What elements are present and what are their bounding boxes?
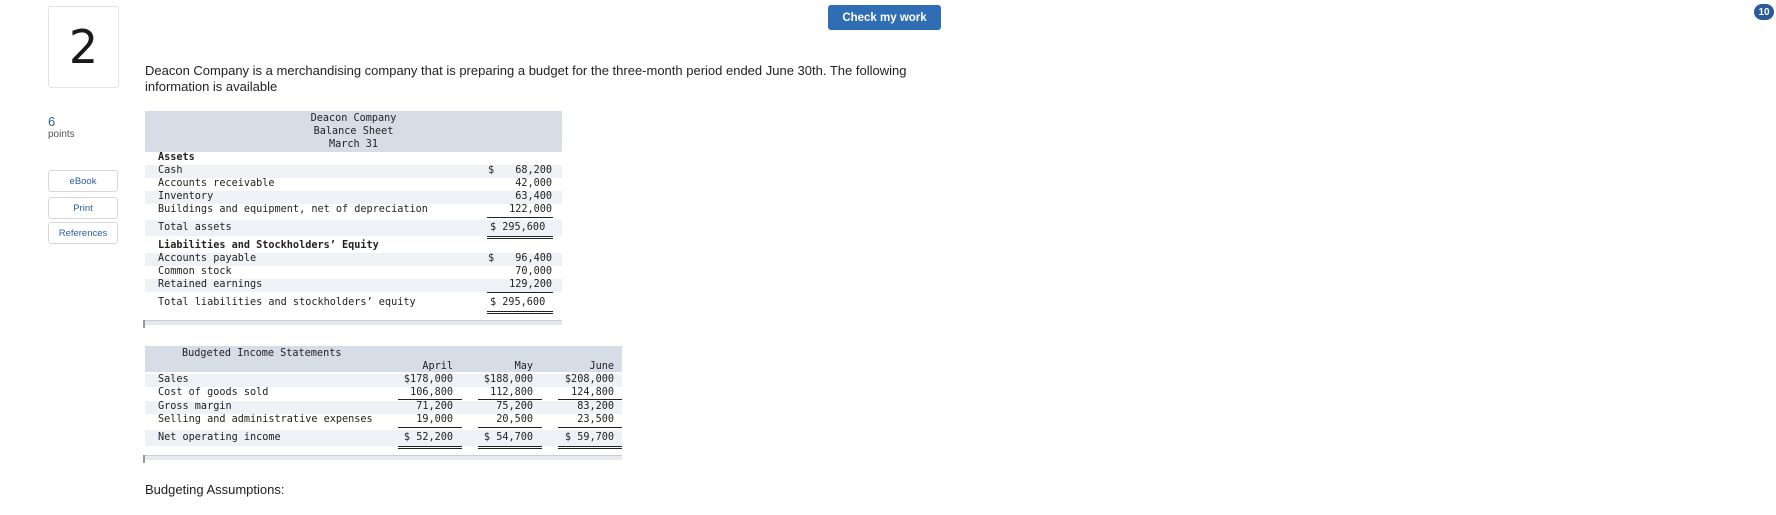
row-label: Gross margin: [158, 401, 232, 412]
subtotal-rule: [558, 399, 622, 400]
total-rule-bottom: [398, 448, 462, 449]
balance-row: [145, 204, 562, 217]
check-my-work-button[interactable]: [828, 5, 1770, 30]
june-value: 124,800: [571, 387, 614, 398]
total-assets-label: Total assets: [158, 222, 232, 233]
dollar-sign: $: [488, 165, 495, 176]
check-attempts-badge: 10: [1752, 2, 1776, 22]
ebook-button-label: eBook: [69, 175, 97, 187]
income-statements-scroll-edge: [143, 455, 145, 463]
total-rule-top: [398, 446, 462, 447]
balance-row: [145, 279, 562, 292]
total-rule-top: [487, 236, 553, 237]
june-value: $208,000: [564, 374, 614, 385]
balance-row: [145, 178, 562, 191]
assets-heading: Assets: [158, 152, 195, 163]
total-rule-bottom: [558, 448, 622, 449]
subtotal-rule: [487, 217, 553, 218]
row-label: Sales: [158, 374, 189, 385]
column-header-june: June: [589, 361, 614, 372]
balance-sheet-company: Deacon Company: [310, 113, 397, 124]
row-label: Retained earnings: [158, 279, 263, 290]
total-assets-amount: $ 295,600: [490, 222, 546, 233]
row-amount: 96,400: [515, 253, 552, 264]
question-number-box: [48, 6, 119, 88]
references-button[interactable]: [48, 222, 118, 244]
may-value: 75,200: [496, 401, 533, 412]
balance-row: [145, 266, 562, 279]
row-label: Common stock: [158, 266, 232, 277]
row-amount: 70,000: [515, 266, 552, 277]
balance-row: [145, 253, 562, 266]
total-rule-top: [558, 446, 622, 447]
april-value: 19,000: [416, 414, 453, 425]
income-columns-row: [145, 361, 622, 374]
income-row: [145, 374, 622, 387]
row-label: Buildings and equipment, net of depreciation: [158, 204, 428, 215]
question-number: 2: [68, 20, 99, 74]
row-label: Inventory: [158, 191, 214, 202]
row-amount: 63,400: [515, 191, 552, 202]
budgeting-assumptions-heading: Budgeting Assumptions:: [145, 482, 285, 497]
row-label: Selling and administrative expenses: [158, 414, 373, 425]
april-value: 106,800: [410, 387, 453, 398]
income-row: [145, 401, 622, 414]
balance-sheet-title: Balance Sheet: [313, 126, 394, 137]
total-rule-bottom: [478, 448, 542, 449]
income-statements-title: Budgeted Income Statements: [182, 348, 342, 359]
subtotal-rule: [398, 427, 462, 428]
points-label: points: [48, 129, 75, 140]
subtotal-rule: [478, 427, 542, 428]
question-text: Deacon Company is a merchandising company that is preparing a budget for the three-month period ended June 30th. The following information is available: [145, 63, 907, 94]
subtotal-rule: [478, 399, 542, 400]
row-label: Accounts payable: [158, 253, 257, 264]
print-button[interactable]: [48, 197, 118, 219]
total-assets-row: [145, 220, 562, 236]
column-header-april: April: [422, 361, 453, 372]
assets-heading-row: [145, 152, 562, 165]
total-liabilities-amount: $ 295,600: [490, 297, 546, 308]
total-rule-top: [487, 311, 553, 312]
references-button-label: References: [58, 227, 108, 239]
balance-sheet-scroll-edge: [143, 320, 145, 328]
dollar-sign: $: [488, 253, 495, 264]
row-label: Cost of goods sold: [158, 387, 269, 398]
june-value: 83,200: [577, 401, 614, 412]
row-label: Cash: [158, 165, 183, 176]
total-liabilities-label: Total liabilities and stockholders’ equity: [158, 297, 416, 308]
row-label: Accounts receivable: [158, 178, 275, 189]
column-header-may: May: [514, 361, 533, 372]
liabilities-heading-row: [145, 240, 562, 253]
liabilities-heading: Liabilities and Stockholders’ Equity: [158, 240, 379, 251]
row-amount: 42,000: [515, 178, 552, 189]
balance-sheet-scrollbar[interactable]: [145, 320, 562, 325]
ebook-button[interactable]: [48, 170, 118, 192]
row-amount: 122,000: [509, 204, 552, 215]
row-amount: 68,200: [515, 165, 552, 176]
income-row: [145, 387, 622, 400]
row-label: Net operating income: [158, 432, 281, 443]
subtotal-rule: [487, 292, 553, 293]
points-value: 6: [48, 114, 56, 129]
income-total-row: [145, 430, 622, 446]
april-value: $178,000: [403, 374, 453, 385]
june-value: $ 59,700: [564, 432, 614, 443]
june-value: 23,500: [577, 414, 614, 425]
total-liabilities-row: [145, 295, 562, 311]
print-button-label: Print: [73, 202, 93, 214]
balance-row: [145, 165, 562, 178]
may-value: 112,800: [490, 387, 533, 398]
total-rule-top: [478, 446, 542, 447]
income-statements-scrollbar[interactable]: [145, 455, 622, 460]
april-value: $ 52,200: [403, 432, 453, 443]
may-value: 20,500: [496, 414, 533, 425]
april-value: 71,200: [416, 401, 453, 412]
total-rule-bottom: [487, 313, 553, 314]
row-amount: 129,200: [509, 279, 552, 290]
income-row: [145, 414, 622, 427]
check-my-work-label: Check my work: [842, 11, 927, 24]
balance-sheet-date: March 31: [328, 139, 379, 150]
balance-row: [145, 191, 562, 204]
may-value: $188,000: [483, 374, 533, 385]
total-rule-bottom: [487, 238, 553, 239]
may-value: $ 54,700: [483, 432, 533, 443]
subtotal-rule: [558, 427, 622, 428]
subtotal-rule: [398, 399, 462, 400]
